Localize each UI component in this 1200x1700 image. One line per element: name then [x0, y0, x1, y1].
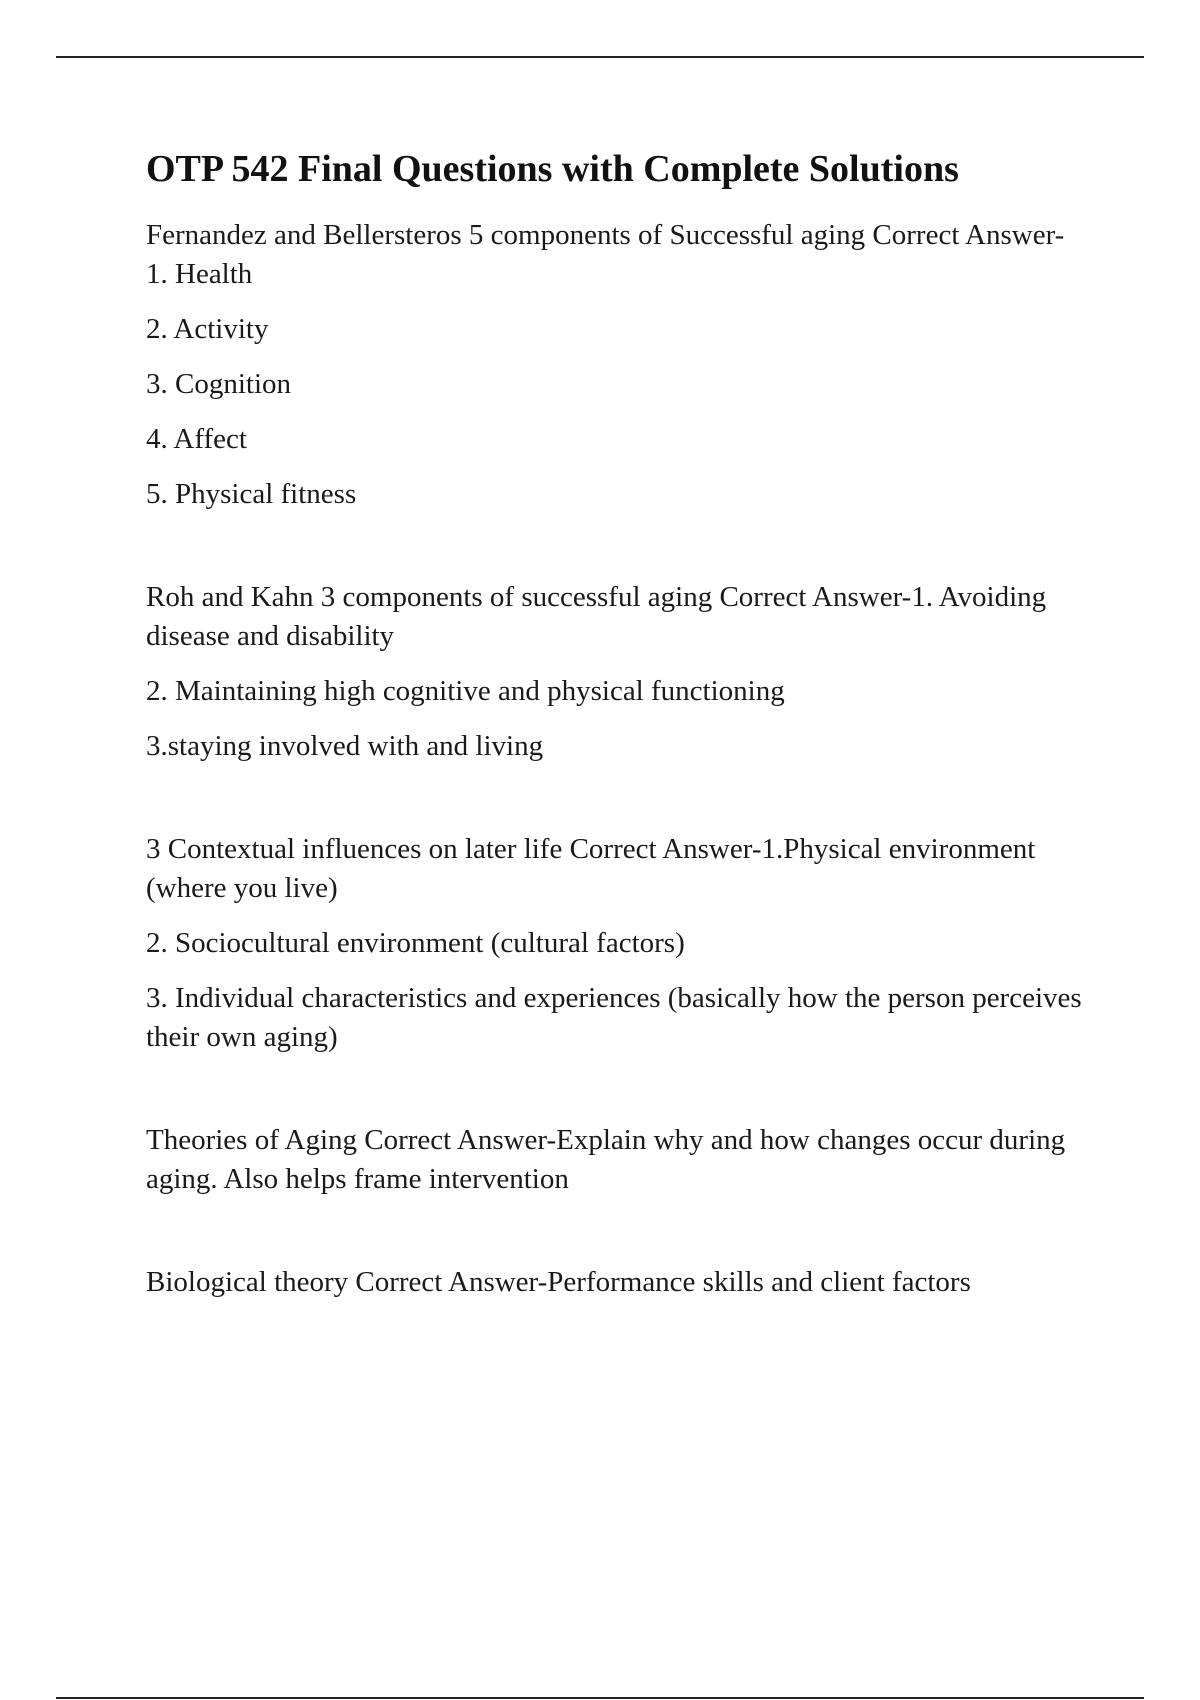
- section-spacer: [146, 1215, 1086, 1263]
- qa-block-contextual-influences: [146, 830, 1086, 1057]
- qa-paragraph: 2. Maintaining high cognitive and physical functioning: [146, 675, 785, 707]
- qa-block-theories-of-aging: [146, 1121, 1086, 1199]
- qa-paragraph: 3.staying involved with and living: [146, 730, 544, 762]
- qa-paragraph: 3. Cognition: [146, 368, 292, 400]
- bottom-divider: [56, 1697, 1144, 1699]
- qa-paragraph: 2. Sociocultural environment (cultural factors): [146, 927, 685, 959]
- qa-paragraph: Roh and Kahn 3 components of successful aging Correct Answer-1. Avoiding disease and disability: [146, 581, 1047, 652]
- qa-paragraph: Theories of Aging Correct Answer-Explain why and how changes occur during aging. Also helps frame intervention: [146, 1124, 1066, 1195]
- qa-block-biological-theory: [146, 1263, 1086, 1302]
- qa-paragraph: Fernandez and Bellersteros 5 components of Successful aging Correct Answer-1. Health: [146, 219, 1065, 290]
- qa-paragraph: 2. Activity: [146, 313, 269, 345]
- section-spacer: [146, 782, 1086, 830]
- document-title: OTP 542 Final Questions with Complete Solutions: [146, 148, 959, 190]
- qa-paragraph: 3. Individual characteristics and experiences (basically how the person perceives their own aging): [146, 982, 1082, 1053]
- qa-block-successful-aging-fernandez: [146, 216, 1086, 514]
- qa-block-successful-aging-roh-kahn: [146, 578, 1086, 766]
- section-spacer: [146, 1073, 1086, 1121]
- top-divider: [56, 56, 1144, 58]
- section-spacer: [146, 530, 1086, 578]
- qa-paragraph: 3 Contextual influences on later life Correct Answer-1.Physical environment (where you live): [146, 833, 1036, 904]
- qa-paragraph: 5. Physical fitness: [146, 478, 357, 510]
- qa-paragraph: Biological theory Correct Answer-Performance skills and client factors: [146, 1266, 971, 1298]
- qa-paragraph: 4. Affect: [146, 423, 247, 455]
- document-body: [146, 146, 1086, 1318]
